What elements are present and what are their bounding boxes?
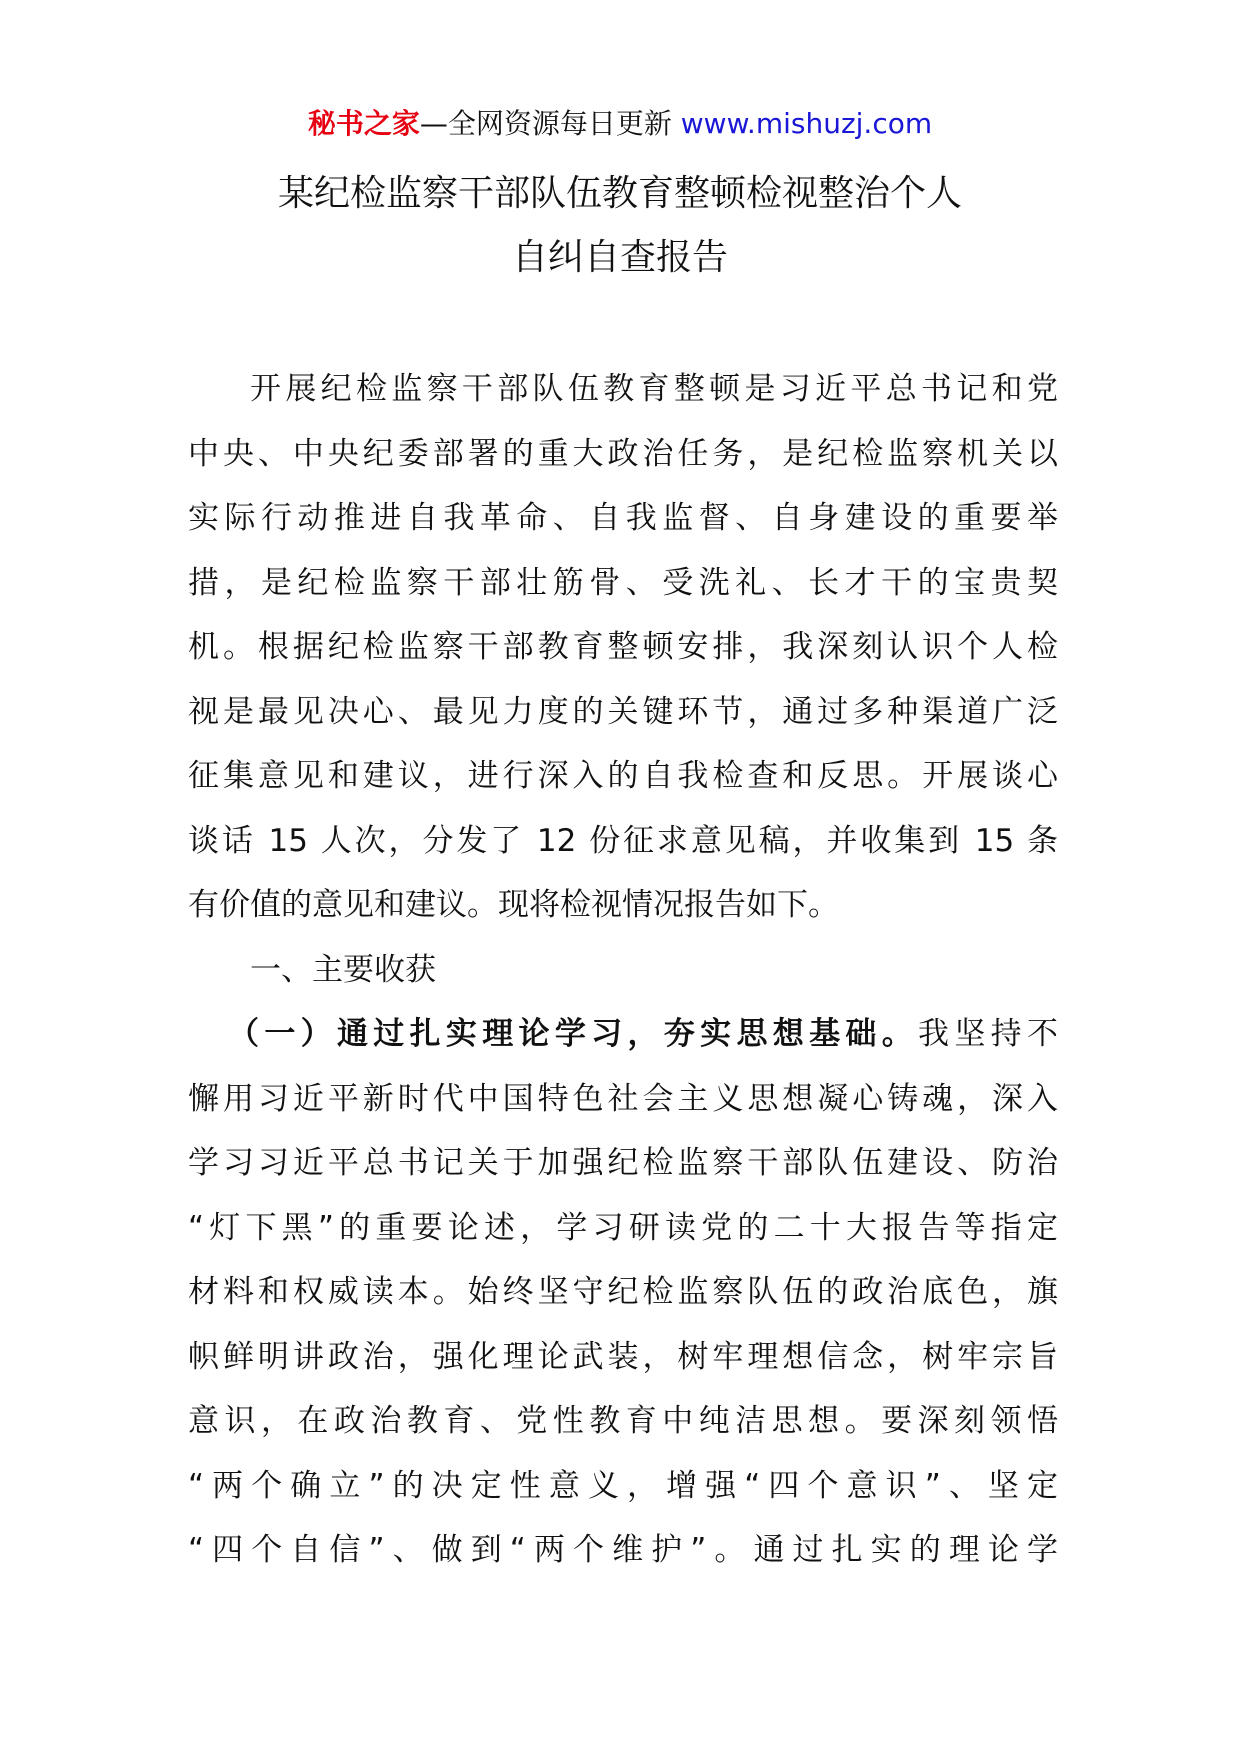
- paragraph-line: 学习习近平总书记关于加强纪检监察干部队伍建设、防治: [188, 1145, 1058, 1181]
- paragraph-line: 实际行动推进自我革命、自我监督、自身建设的重要举: [188, 500, 1058, 536]
- paragraph-line: 征集意见和建议，进行深入的自我检查和反思。开展谈心: [188, 758, 1058, 794]
- paragraph-line: 懈用习近平新时代中国特色社会主义思想凝心铸魂，深入: [188, 1080, 1058, 1117]
- paragraph-line: 措，是纪检监察干部壮筋骨、受洗礼、长才干的宝贵契: [188, 564, 1058, 601]
- document-title-line-2: 自纠自查报告: [511, 237, 728, 278]
- document-body: [188, 357, 1058, 1583]
- paragraph-line: 中央、中央纪委部署的重大政治任务，是纪检监察机关以: [188, 435, 1058, 472]
- subsection-text: 我坚持不: [918, 1016, 1059, 1052]
- subsection-heading: （一）通过扎实理论学习，夯实思想基础。: [228, 1016, 919, 1052]
- watermark-header: [0, 104, 1240, 144]
- document-title-line-1: 某纪检监察干部队伍教育整顿检视整治个人: [277, 173, 962, 214]
- site-brand: 秘书之家: [307, 107, 420, 140]
- paragraph-line: “两个确立”的决定性意义，增强“四个意识”、坚定: [188, 1467, 1058, 1504]
- paragraph-line: 开展纪检监察干部队伍教育整顿是习近平总书记和党: [250, 371, 1058, 407]
- paragraph-line: 谈话 15 人次，分发了 12 份征求意见稿，并收集到 15 条: [188, 822, 1058, 859]
- paragraph-line: 有价值的意见和建议。现将检视情况报告如下。: [188, 887, 839, 923]
- subsection-line: [188, 1002, 1058, 1067]
- paragraph-line: “四个自信”、做到“两个维护”。通过扎实的理论学: [188, 1532, 1058, 1568]
- paragraph-line: 视是最见决心、最见力度的关键环节，通过多种渠道广泛: [188, 693, 1058, 730]
- section-heading: 一、主要收获: [250, 951, 436, 988]
- site-url[interactable]: www.mishuzj.com: [680, 107, 933, 140]
- paragraph-line: 材料和权威读本。始终坚守纪检监察队伍的政治底色，旗: [188, 1274, 1058, 1310]
- paragraph-line: “灯下黑”的重要论述，学习研读党的二十大报告等指定: [188, 1209, 1058, 1246]
- paragraph-line: 帜鲜明讲政治，强化理论武装，树牢理想信念，树牢宗旨: [188, 1338, 1058, 1375]
- paragraph-line: 意识，在政治教育、党性教育中纯洁思想。要深刻领悟: [188, 1403, 1058, 1439]
- paragraph-line: 机。根据纪检监察干部教育整顿安排，我深刻认识个人检: [188, 629, 1058, 665]
- site-tagline: —全网资源每日更新: [419, 107, 681, 140]
